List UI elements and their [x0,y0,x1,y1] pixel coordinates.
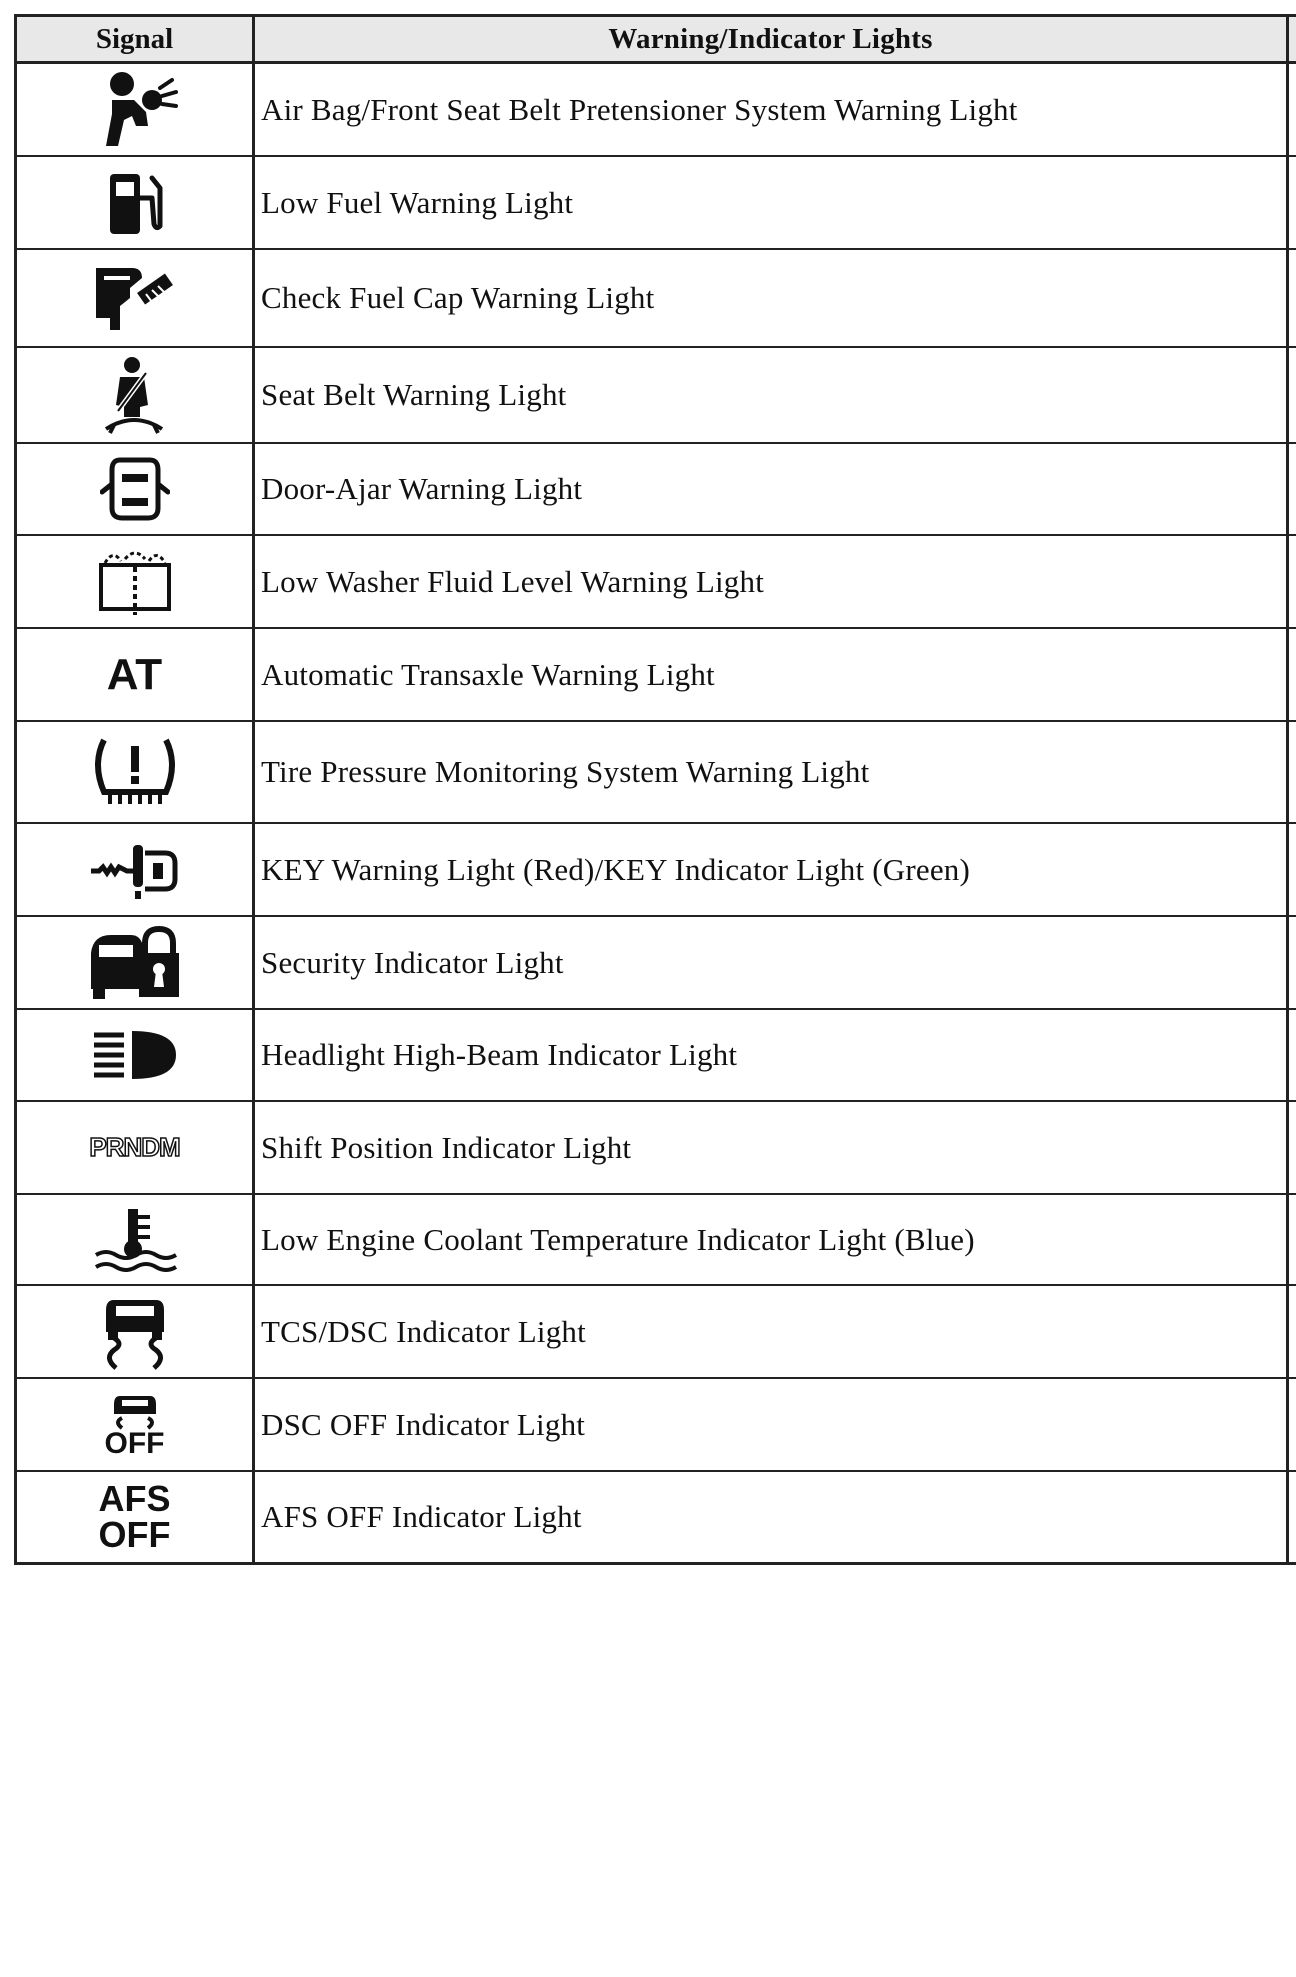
row-label: TCS/DSC Indicator Light [261,1313,586,1349]
car-lock-icon [85,923,185,1003]
row-label: DSC OFF Indicator Light [261,1406,586,1442]
row-label: Shift Position Indicator Light [261,1129,632,1165]
row-label: Low Fuel Warning Light [261,184,574,220]
header-lights: Warning/Indicator Lights [608,22,933,55]
row-label: KEY Warning Light (Red)/KEY Indicator Light (Green) [261,851,971,887]
table-row [17,64,1296,157]
table-row [17,250,1296,348]
row-label: Seat Belt Warning Light [261,377,567,412]
header-signal: Signal [17,17,255,61]
table-row [17,348,1296,444]
row-label: Automatic Transaxle Warning Light [261,656,715,692]
table-row [17,444,1296,536]
car-door-open-icon [100,454,170,524]
off-text: OFF [104,1426,165,1460]
table-row [17,824,1296,917]
row-label: Check Fuel Cap Warning Light [261,280,655,315]
table-row [17,1010,1296,1102]
table-row [17,722,1296,824]
row-label: Low Washer Fluid Level Warning Light [261,563,765,599]
prndm-text-icon: PRNDM [89,1132,180,1162]
fuel-pump-icon [100,168,170,238]
washer-fluid-icon [95,547,175,617]
airbag-person-icon [90,70,180,150]
row-label: Security Indicator Light [261,944,564,980]
high-beam-icon [90,1025,180,1085]
row-label: Headlight High-Beam Indicator Light [261,1037,738,1072]
off-text: OFF [98,1514,171,1555]
table-row [17,1472,1296,1562]
table-row [17,1102,1296,1195]
table-row [17,917,1296,1010]
table-row [17,1195,1296,1286]
row-label: Air Bag/Front Seat Belt Pretensioner System Warning Light [261,91,1018,127]
coolant-temp-icon [90,1205,180,1275]
row-label: Door-Ajar Warning Light [261,471,583,506]
dsc-off-icon [105,1392,165,1458]
afs-off-icon [98,1478,171,1555]
seat-belt-icon [100,355,170,435]
at-text-icon: AT [106,649,163,699]
warning-lights-table [14,14,1296,1565]
tire-pressure-icon [90,734,180,810]
skidding-car-small-icon [110,1392,160,1430]
row-label: AFS OFF Indicator Light [261,1499,582,1534]
row-label: Tire Pressure Monitoring System Warning Light [261,754,870,789]
table-row [17,1286,1296,1379]
key-icon [85,835,185,905]
afs-text: AFS [98,1478,171,1519]
row-label: Low Engine Coolant Temperature Indicator Light (Blue) [261,1221,975,1257]
skidding-car-icon [100,1292,170,1372]
table-row [17,629,1296,722]
table-row [17,157,1296,250]
fuel-cap-icon [90,258,180,338]
table-row [17,536,1296,629]
table-row [17,1379,1296,1472]
table-header [17,17,1296,64]
